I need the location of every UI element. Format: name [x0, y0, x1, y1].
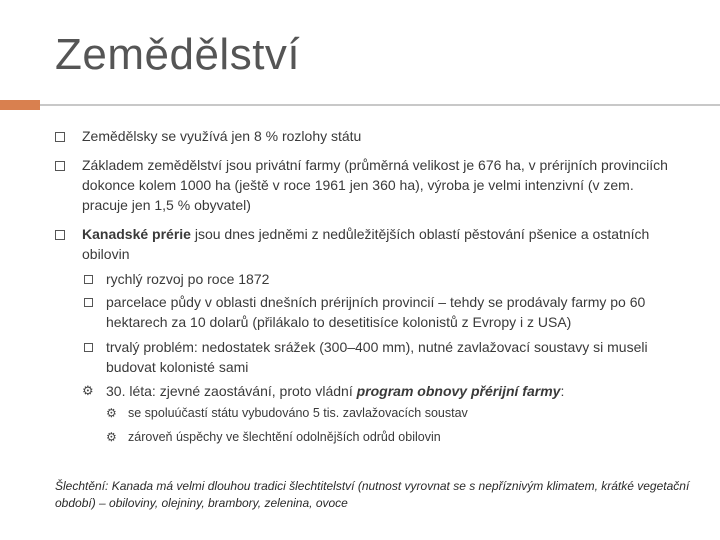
- bullet-3: [82, 224, 682, 264]
- bullet-3-rest: jsou dnes jedněmi z nedůležitějších oblastí pěstování pšenice a ostatních obilovin: [82, 226, 650, 262]
- square-bullet-icon: [55, 161, 65, 171]
- program-sub-bullet-1: se spoluúčastí státu vybudováno 5 tis. zavlažovacích soustav: [128, 406, 468, 420]
- square-bullet-icon: [84, 275, 93, 284]
- sub-bullet-2: parcelace půdy v oblasti dnešních prérijních provincií – tehdy se prodávaly farmy po 60 hektarech za 10 dolarů (přilákalo to desetitisíce kolonistů z Evropy i z USA): [106, 294, 646, 330]
- sub-bullet-3: trvalý problém: nedostatek srážek (300–400 mm), nutné zavlažovací soustavy si museli budovat kolonisté sami: [106, 339, 648, 375]
- program-sub-bullet-2: zároveň úspěchy ve šlechtění odolnějších odrůd obilovin: [128, 430, 441, 444]
- program-name: program obnovy přérijní farmy: [356, 383, 561, 399]
- square-bullet-icon: [84, 343, 93, 352]
- gear-bullet-icon: ⚙: [106, 430, 117, 444]
- slide-title: Zemědělství: [55, 30, 301, 79]
- sub-bullet-1: rychlý rozvoj po roce 1872: [106, 271, 270, 287]
- program-suffix: :: [560, 383, 565, 399]
- gear-bullet-icon: ⚙: [106, 406, 117, 420]
- square-bullet-icon: [55, 230, 65, 240]
- bullet-1: Zemědělsky se využívá jen 8 % rozlohy státu: [82, 128, 362, 144]
- bullet-2: Základem zemědělství jsou privátní farmy (průměrná velikost je 676 ha, v prérijních provinciích dokonce kolem 1000 ha (ještě v roce 1961 jen 360 ha), výroba je velmi intenzivní (v zem. pracuje jen 1,5 % obyvatel): [82, 157, 668, 213]
- program-bullet: [106, 381, 686, 401]
- square-bullet-icon: [84, 298, 93, 307]
- square-bullet-icon: [55, 132, 65, 142]
- program-prefix: 30. léta: zjevné zaostávání, proto vládní: [106, 383, 357, 399]
- title-divider: [40, 104, 720, 106]
- gear-bullet-icon: ⚙: [82, 383, 94, 398]
- bullet-3-bold: Kanadské prérie: [82, 226, 191, 242]
- accent-bar: [0, 100, 40, 110]
- footnote: Šlechtění: Kanada má velmi dlouhou tradici šlechtitelství (nutnost vyrovnat se s nepříznivým klimatem, krátké vegetační období) – obiloviny, olejniny, brambory, zelenina, ovoce: [55, 479, 690, 510]
